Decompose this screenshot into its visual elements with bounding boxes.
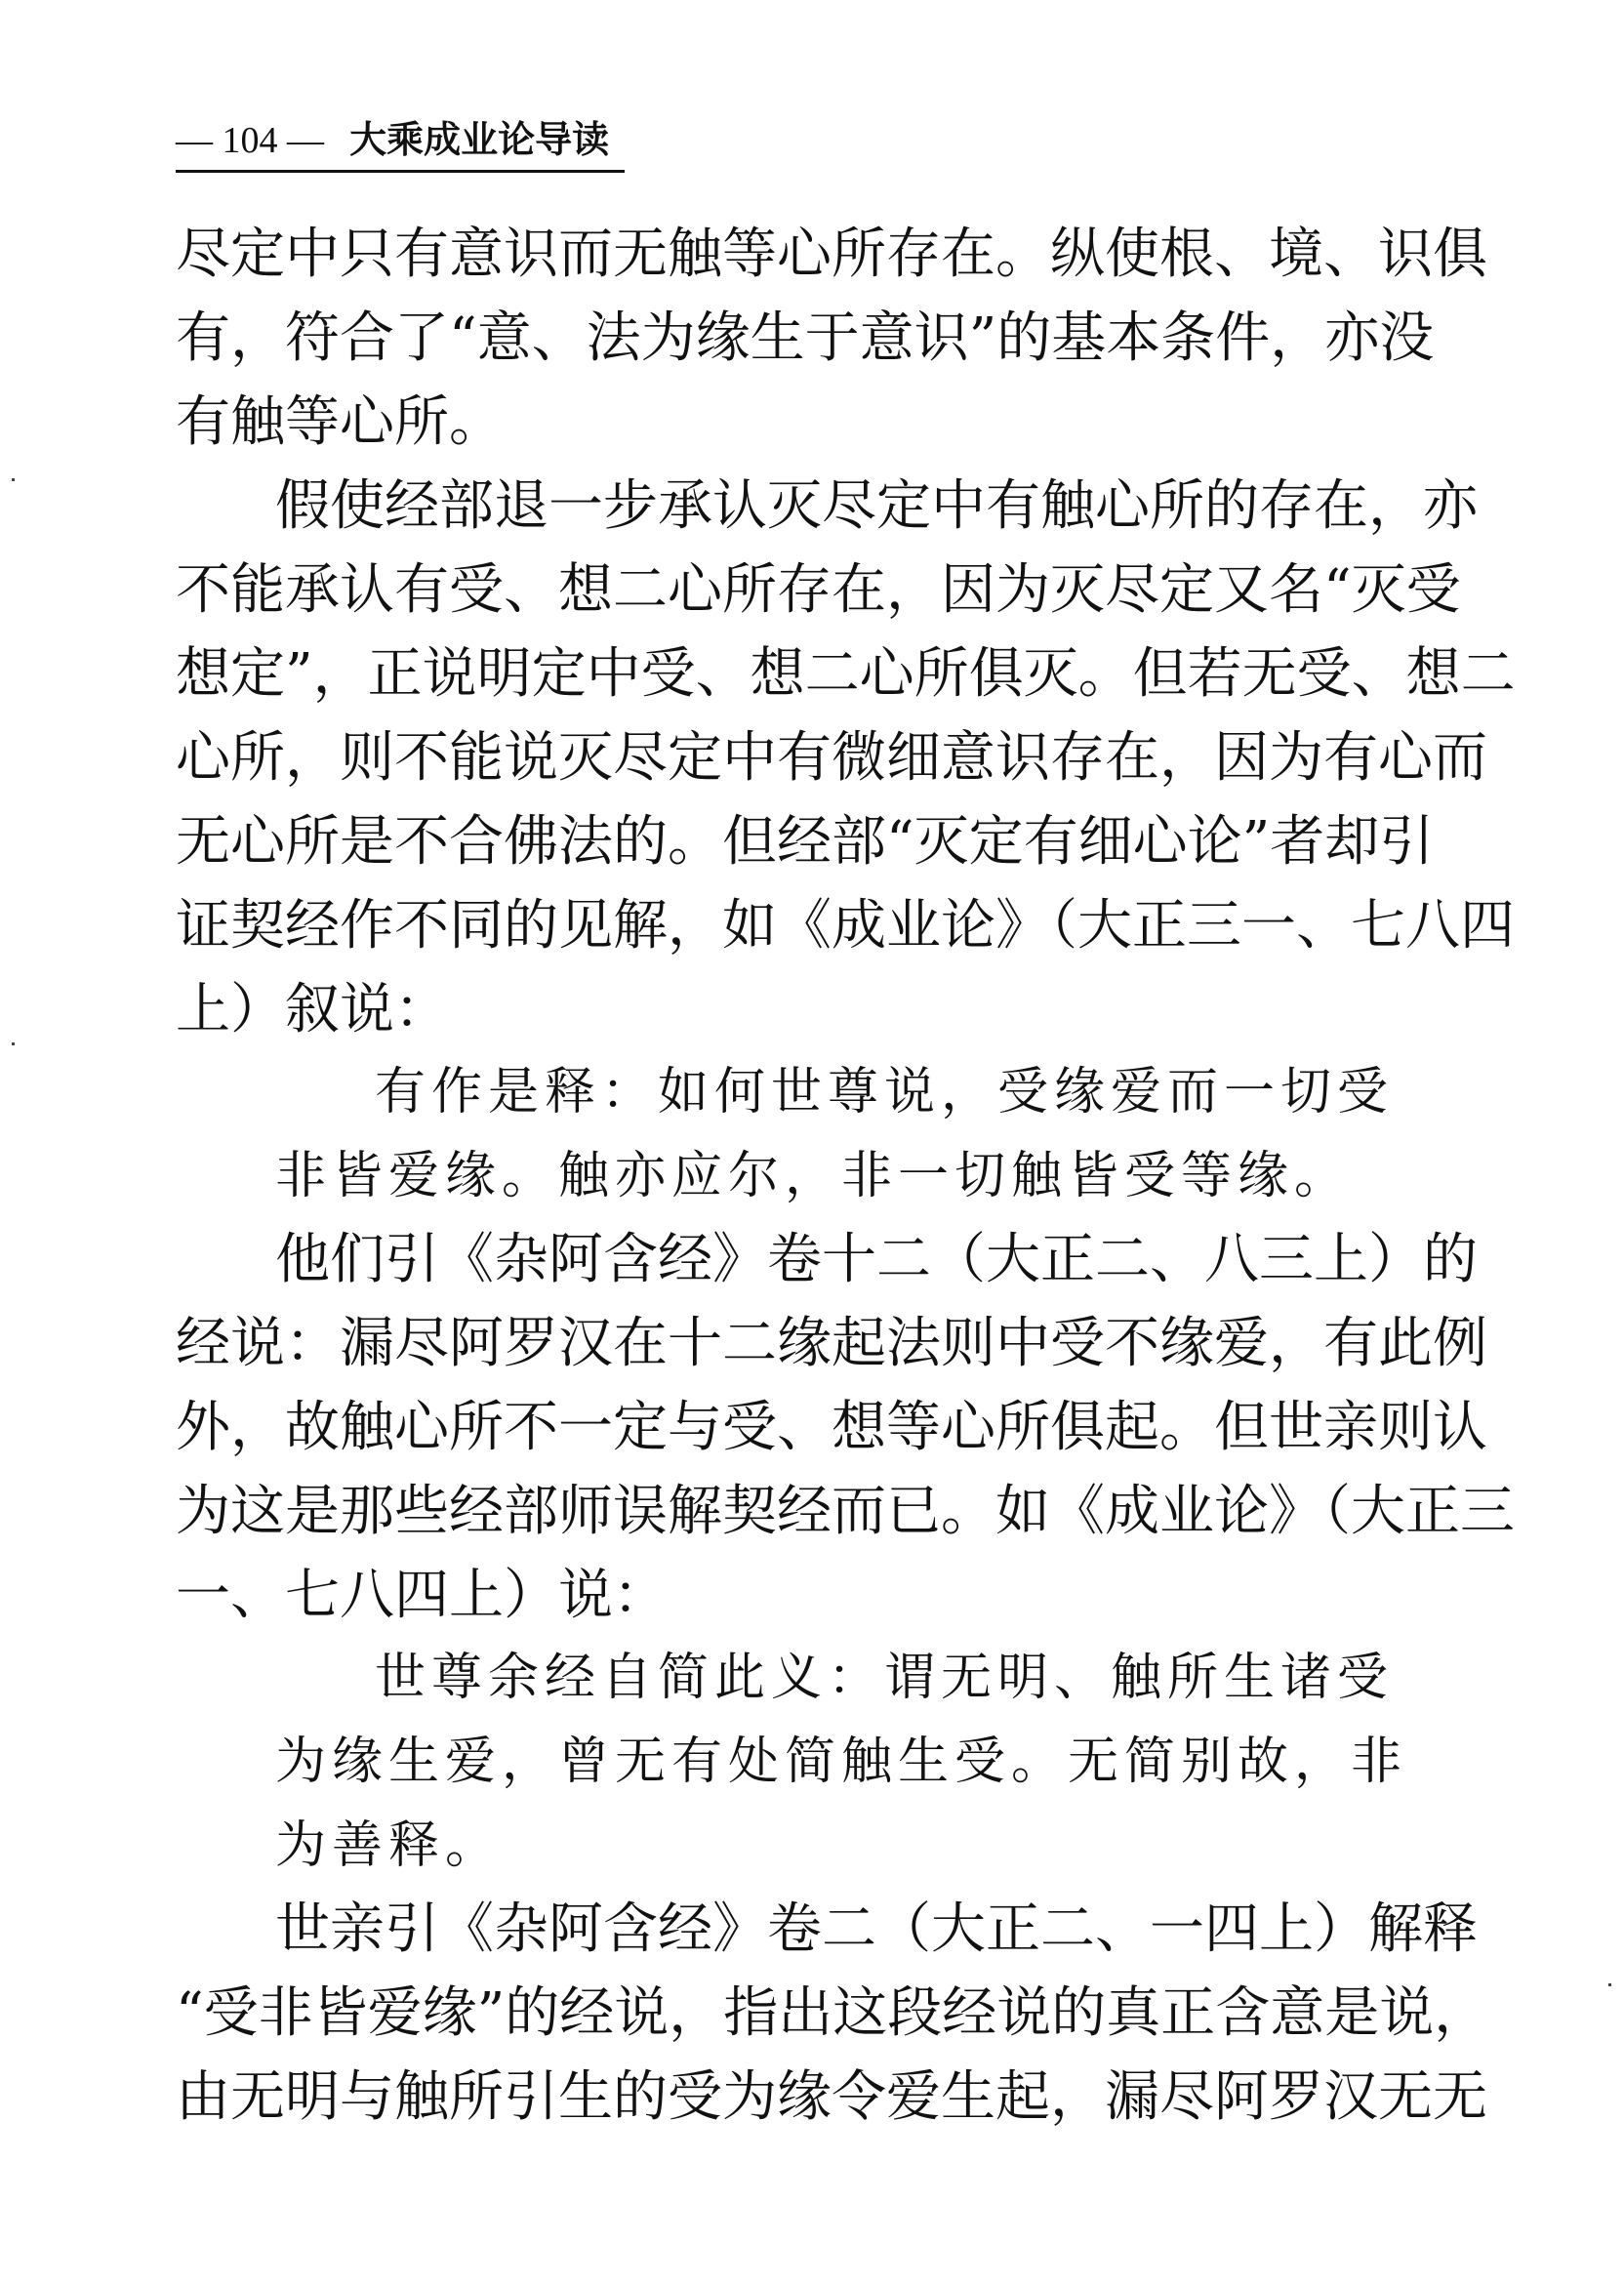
quotation-line: 有作是释：如何世尊说，受缘爱而一切受 [375,1063,1395,1122]
text-line: 无心所是不合佛法的。但经部“灭定有细心论”者却引 [176,810,1435,874]
text-line: 尽定中只有意识而无触等心所存在。纵使根、境、识俱 [176,223,1487,286]
text-line: 为这是那些经部师误解契经而已。如《成业论》（大正三 [176,1480,1515,1543]
text-line: “受非皆爱缘”的经说，指出这段经说的真正含意是说， [176,1981,1489,2045]
paragraph-first-line: 世亲引《杂阿含经》卷二（大正二、一四上）解释 [275,1897,1478,1961]
text-line: 有触等心所。 [176,390,504,454]
quotation-line: 非皆爱缘。触亦应尔，非一切触皆受等缘。 [275,1147,1352,1205]
text-line: 上）叙说： [176,978,449,1041]
paragraph-first-line: 假使经部退一步承认灭尽定中有触心所的存在，亦 [275,474,1478,538]
text-line: 一、七八四上）说： [176,1564,668,1627]
text-line: 经说：漏尽阿罗汉在十二缘起法则中受不缘爱，有此例 [176,1312,1487,1375]
quotation-line: 世尊余经自简此义：谓无明、触所生诸受 [375,1649,1395,1707]
text-line: 心所，则不能说灭尽定中有微细意识存在，因为有心而 [176,726,1487,790]
text-line: 想定”，正说明定中受、想二心所俱灭。但若无受、想二 [176,642,1516,706]
quotation-line: 为缘生爱，曾无有处简触生受。无简别故，非 [275,1733,1408,1791]
text-line: 外，故触心所不一定与受、想等心所俱起。但世亲则认 [176,1396,1487,1459]
scan-speck [12,1042,15,1045]
scan-speck [1608,1983,1611,1986]
page-number: — 104 — [176,120,324,161]
text-line: 证契经作不同的见解，如《成业论》（大正三一、七八四 [176,894,1515,958]
book-title: 大乘成业论导读 [349,118,610,161]
scan-speck [12,478,15,481]
text-line: 有，符合了“意、法为缘生于意识”的基本条件，亦没 [176,306,1435,370]
text-line: 不能承认有受、想二心所存在，因为灭尽定又名“灭受 [176,558,1461,622]
running-header [176,115,625,173]
paragraph-first-line: 他们引《杂阿含经》卷十二（大正二、八三上）的 [275,1228,1478,1291]
quotation-line: 为善释。 [275,1816,503,1875]
text-line: 由无明与触所引生的受为缘令爱生起，漏尽阿罗汉无无 [176,2065,1487,2129]
